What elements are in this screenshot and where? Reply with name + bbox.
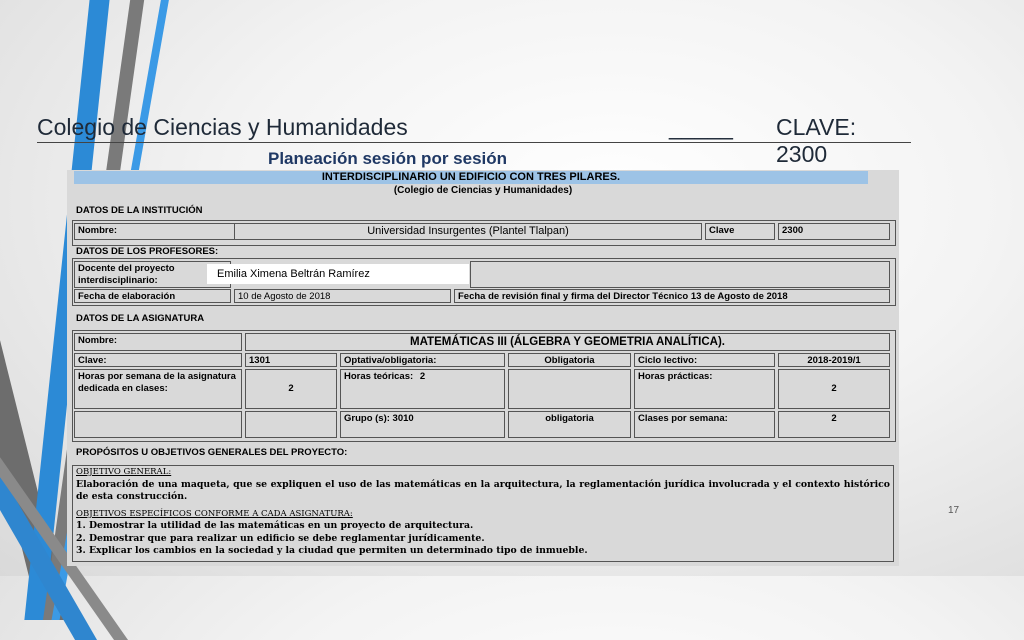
project-subtitle: (Colegio de Ciencias y Humanidades) [393, 185, 573, 196]
general-objective-heading: OBJETIVO GENERAL: [76, 467, 172, 477]
empty-cell [508, 369, 631, 409]
subject-clave-label: Clave: [74, 353, 242, 367]
ciclo-label: Ciclo lectivo: [634, 353, 775, 367]
institution-name-label: Nombre: [74, 223, 239, 240]
section-subject: DATOS DE LA ASIGNATURA [76, 313, 205, 324]
title-blank: _____ [669, 114, 733, 140]
subject-name-label: Nombre: [74, 333, 242, 351]
institution-clave-label: Clave [705, 223, 775, 240]
institution-clave-value: 2300 [778, 223, 890, 240]
slide-number: 17 [948, 505, 960, 516]
general-objective-text: Elaboración de una maqueta, que se expliquen el uso de las matemáticas en la arquitectura, la reglamentación jurídica involucrada y el contexto histórico de esta construcción. [76, 478, 890, 502]
optativa-label: Optativa/obligatoria: [340, 353, 505, 367]
planning-document [67, 170, 899, 566]
docente-label-line2: interdisciplinario: [78, 275, 158, 286]
specific-objective-item: 2. Demostrar que para realizar un edificio se debe reglamentar jurídicamente. [76, 532, 485, 544]
specific-objective-item: 1. Demostrar la utilidad de las matemáticas en un proyecto de arquitectura. [76, 520, 474, 531]
empty-cell [74, 411, 242, 438]
docente-name: Emilia Ximena Beltrán Ramírez [207, 264, 469, 284]
optativa-value: Obligatoria [508, 353, 631, 367]
horas-value: 2 [245, 369, 337, 409]
clave-label: CLAVE: 2300 [776, 114, 857, 167]
institution-name-value: Universidad Insurgentes (Plantel Tlalpan) [234, 223, 702, 240]
section-teachers: DATOS DE LOS PROFESORES: [76, 246, 219, 257]
grupo-type: obligatoria [508, 411, 631, 438]
clases-value: 2 [778, 411, 890, 438]
objectives-box [72, 465, 894, 562]
specific-objective-item: 3. Explicar los cambios en la sociedad y la ciudad que permiten un determinado tipo de inmueble. [76, 545, 588, 556]
docente-label-line1: Docente del proyecto [78, 263, 175, 274]
section-institution: DATOS DE LA INSTITUCIÓN [76, 205, 203, 216]
subject-clave-value: 1301 [245, 353, 337, 367]
ciclo-value: 2018-2019/1 [778, 353, 890, 367]
teoricas-label: Horas teóricas: [344, 371, 414, 382]
teoricas-value: 2 [419, 371, 426, 382]
revision-info: Fecha de revisión final y firma del Director Técnico 13 de Agosto de 2018 [454, 289, 890, 303]
school-name: Colegio de Ciencias y Humanidades [37, 114, 408, 140]
clases-label: Clases por semana: [634, 411, 775, 438]
docente-value-cell [470, 261, 890, 288]
practicas-label: Horas prácticas: [634, 369, 775, 409]
subject-name-value: MATEMÁTICAS III (ÁLGEBRA Y GEOMETRIA ANALÍTICA). [245, 333, 890, 351]
empty-cell [245, 411, 337, 438]
grupo-label: Grupo (s): 3010 [340, 411, 505, 438]
project-title: INTERDISCIPLINARIO UN EDIFICIO CON TRES PILARES. [74, 171, 868, 184]
horas-label: Horas por semana de la asignatura dedicada en clases: [74, 369, 242, 409]
specific-objectives-heading: OBJETIVOS ESPECÍFICOS CONFORME A CADA ASIGNATURA: [76, 508, 353, 519]
fecha-label: Fecha de elaboración [74, 289, 231, 303]
section-objectives: PROPÓSITOS U OBJETIVOS GENERALES DEL PROYECTO: [76, 447, 348, 458]
slide-subtitle: Planeación sesión por sesión [268, 149, 508, 168]
fecha-value: 10 de Agosto de 2018 [234, 289, 451, 303]
teoricas-cell [340, 369, 505, 409]
practicas-value: 2 [778, 369, 890, 409]
